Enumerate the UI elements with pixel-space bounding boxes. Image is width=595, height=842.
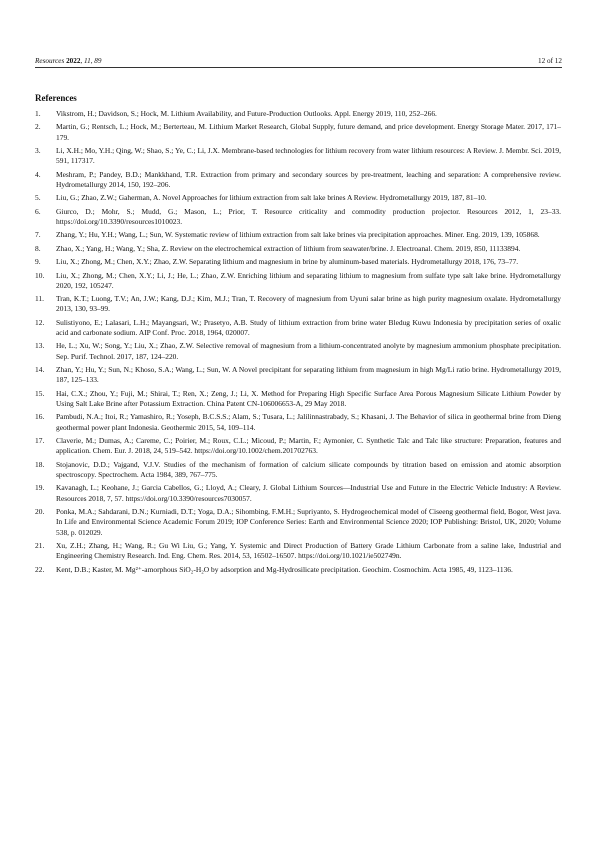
reference-text: Xu, Z.H.; Zhang, H.; Wang, R.; Gu Wi Liu, G.; Yang, Y. Systemic and Direct Production of Battery Grade Lithium Carbonate from a saline lake, Industrial and Engineering Chemistry Research. Ind. Eng. Chem. Res. 2014, 53, 16502–16507. https://doi.org/10.1021/ie502749n. — [56, 541, 561, 561]
reference-item — [35, 507, 561, 538]
reference-text: Meshram, P.; Pandey, B.D.; Mankkhand, T.R. Extraction from primary and secondary sources by pre-treatment, leaching and separation: A comprehensive review. Hydrometallurgy 2014, 150, 192–206. — [56, 169, 561, 189]
reference-item — [35, 436, 561, 457]
reference-number: 18. — [35, 459, 45, 469]
reference-number: 1. — [35, 109, 41, 118]
reference-item — [35, 541, 561, 562]
reference-item — [35, 109, 561, 119]
reference-item — [35, 207, 561, 228]
reference-text: Hai, C.X.; Zhou, Y.; Fuji, M.; Shirai, T.; Ren, X.; Zeng, J.; Li, X. Method for Preparing High Specific Surface Area Porous Magnesium Silicate Lithium Powder by Using Salt Lake Brine after Potassium Extraction. China Patent CN-106006653-A, 29 May 2018. — [56, 388, 561, 409]
reference-number: 4. — [35, 169, 41, 179]
reference-number: 12. — [35, 317, 45, 327]
reference-text: Kavanagh, L.; Keohane, J.; Garcia Cabellos, G.; Lloyd, A.; Cleary, J. Global Lithium Sources—Industrial Use and Future in the Electric Vehicle Industry: A Review. Resources 2018, 7, 57. https://doi.org/10.3390/resources7030057. — [56, 483, 561, 503]
page-number: 12 of 12 — [538, 57, 562, 65]
reference-number: 13. — [35, 341, 45, 351]
journal-name: Resources — [35, 57, 65, 65]
reference-item — [35, 257, 561, 267]
reference-number: 3. — [35, 146, 41, 156]
reference-text: Liu, G.; Zhao, Z.W.; Gaherman, A. Novel Approaches for lithium extraction from salt lake brines A Review. Hydrometallurgy 2019, 187, 81–10. — [56, 193, 487, 203]
reference-number: 16. — [35, 412, 45, 422]
reference-number: 14. — [35, 365, 45, 375]
reference-number: 22. — [35, 564, 45, 574]
reference-item — [35, 412, 561, 433]
reference-text: He, L.; Xu, W.; Song, Y.; Liu, X.; Zhao, Z.W. Selective removal of magnesium from a lithium-concentrated anolyte by magnesium ammonium phosphate precipitation. Sep. Purif. Technol. 2017, 187, 124–220. — [56, 341, 561, 361]
journal-volume: , 11, 89 — [80, 57, 102, 65]
reference-item — [35, 170, 561, 191]
reference-text: Martin, G.; Rentsch, L.; Hock, M.; Berterteau, M. Lithium Market Research, Global Supply, future demand, and price development. Energy Storage Mater. 2017, 171–179. — [56, 122, 561, 142]
reference-text: Pambudi, N.A.; Itoi, R.; Yamashiro, R.; Yoseph, B.C.S.S.; Alam, S.; Tusara, L.; Jalilinnastrabady, S.; Khasani, J. The Behavior of silica in geothermal brine from Dieng geothermal power plant Indonesia. Geothermic 2015, 54, 109–114. — [56, 412, 561, 432]
reference-text: Ponka, M.A.; Sahdarani, D.N.; Kurniadi, D.T.; Yoga, D.A.; Sihombing, F.M.H.; Supriyanto, S. Hydrogeochemical model of Ciseeng geothermal field, Bogor, West java. In Life and Environmental Science Academic Forum 2019; IOP Conference Series: Earth and Environmental Science 2020; IOP Publishing: Bristol, UK, 2020; Volume 538, p. 012029. — [56, 507, 561, 537]
reference-number: 2. — [35, 122, 41, 132]
reference-text: Li, X.H.; Mo, Y.H.; Qing, W.; Shao, S.; Ye, C.; Li, J.X. Membrane-based technologies for lithium recovery from water lithium resources: A Review. J. Membr. Sci. 2019, 591, 117317. — [56, 146, 561, 166]
reference-number: 8. — [35, 243, 41, 253]
reference-number: 5. — [35, 193, 41, 203]
reference-item — [35, 318, 561, 339]
reference-text: Liu, X.; Zhong, M.; Chen, X.Y.; Zhao, Z.W. Separating lithium and magnesium in brine by aluminum-based materials. Hydrometallurgy 2018, 176, 73–77. — [56, 257, 519, 267]
reference-item — [35, 244, 561, 254]
reference-number: 9. — [35, 257, 41, 267]
reference-list — [35, 109, 561, 578]
reference-text: Tran, K.T.; Luong, T.V.; An, J.W.; Kang, D.J.; Kim, M.J.; Tran, T. Recovery of magnesium from Uyuni salar brine as high purity magnesium oxalate. Hydrometallurgy 2013, 130, 93–99. — [56, 294, 561, 314]
reference-number: 20. — [35, 507, 45, 517]
reference-item — [35, 483, 561, 504]
reference-number: 7. — [35, 230, 41, 240]
reference-number: 11. — [35, 294, 45, 304]
reference-number: 19. — [35, 483, 45, 493]
reference-number: 6. — [35, 206, 41, 216]
journal-citation — [35, 57, 101, 65]
header-divider — [35, 67, 562, 68]
reference-item — [35, 389, 561, 410]
reference-item — [35, 294, 561, 315]
reference-text: Zhan, Y.; Hu, Y.; Sun, N.; Khoso, S.A.; Wang, L.; Sun, W. A Novel precipitant for separating lithium from magnesium in high Mg/Li ratio brine. Hydrometallurgy 2019, 187, 125–133. — [56, 365, 561, 385]
reference-item — [35, 230, 561, 240]
reference-item — [35, 271, 561, 292]
reference-item — [35, 565, 561, 575]
journal-year: 2022 — [66, 57, 81, 65]
reference-text: Liu, X.; Zhong, M.; Chen, X.Y.; Li, J.; He, L.; Zhao, Z.W. Enriching lithium and separating lithium to magnesium from sulfate type salt lake brine. Hydrometallurgy 2020, 192, 105247. — [56, 270, 561, 290]
reference-item — [35, 122, 561, 143]
reference-text: Zhang, Y.; Hu, Y.H.; Wang, L.; Sun, W. Systematic review of lithium extraction from salt lake brines via precipitation approaches. Miner. Eng. 2019, 139, 105868. — [56, 230, 540, 240]
reference-text: Giurco, D.; Mohr, S.; Mudd, G.; Mason, L.; Prior, T. Resource criticality and commodity production projector. Resources 2012, 1, 23–33. https://doi.org/10.3390/resources1010023. — [56, 206, 561, 226]
reference-text: Zhao, X.; Yang, H.; Wang, Y.; Sha, Z. Review on the electrochemical extraction of lithium from seawater/brine. J. Electroanal. Chem. 2019, 850, 11133894. — [56, 243, 521, 253]
reference-number: 15. — [35, 388, 45, 398]
reference-text: Stojanovic, D.D.; Vajgand, V.J.V. Studies of the mechanism of formation of calcium silicate compounds by titration based on emission and atomic absorption spectroscopy. Spectrochem. Acta 1984, 389, 767–775. — [56, 459, 561, 480]
reference-number: 21. — [35, 541, 45, 550]
running-header — [35, 53, 562, 65]
reference-number: 17. — [35, 436, 45, 446]
reference-text: Sulistiyono, E.; Lalasari, L.H.; Mayangsari, W.; Prasetyo, A.B. Study of lithium extraction from brine water Bledug Kuwu Indonesia by precipitation series of oxalic acid and carbonate sodium. AIP Conf. Proc. 2018, 1964, 020007. — [56, 317, 561, 338]
reference-text: Claverie, M.; Dumas, A.; Careme, C.; Poirier, M.; Roux, C.L.; Micoud, P.; Martin, F.; Aymonier, C. Synthetic Talc and Talc like structure: Preparation, features and application. Chem. Eur. J. 2018, 24, 519–542. https://doi.org/10.1002/chem.201702763. — [56, 436, 561, 456]
reference-number: 10. — [35, 270, 45, 280]
reference-item — [35, 341, 561, 362]
references-heading: References — [35, 93, 77, 103]
reference-item — [35, 146, 561, 167]
reference-text: Kent, D.B.; Kaster, M. Mg²⁺-amorphous SiO₂-H₂O by adsorption and Mg-Hydrosilicate precipitation. Geochim. Cosmochim. Acta 1985, 49, 1123–1136. — [56, 564, 513, 574]
reference-item — [35, 193, 561, 203]
reference-item — [35, 460, 561, 481]
reference-text: Vikstrom, H.; Davidson, S.; Hock, M. Lithium Availability, and Future-Production Outlooks. Appl. Energy 2019, 110, 252–266. — [56, 109, 437, 118]
reference-item — [35, 365, 561, 386]
